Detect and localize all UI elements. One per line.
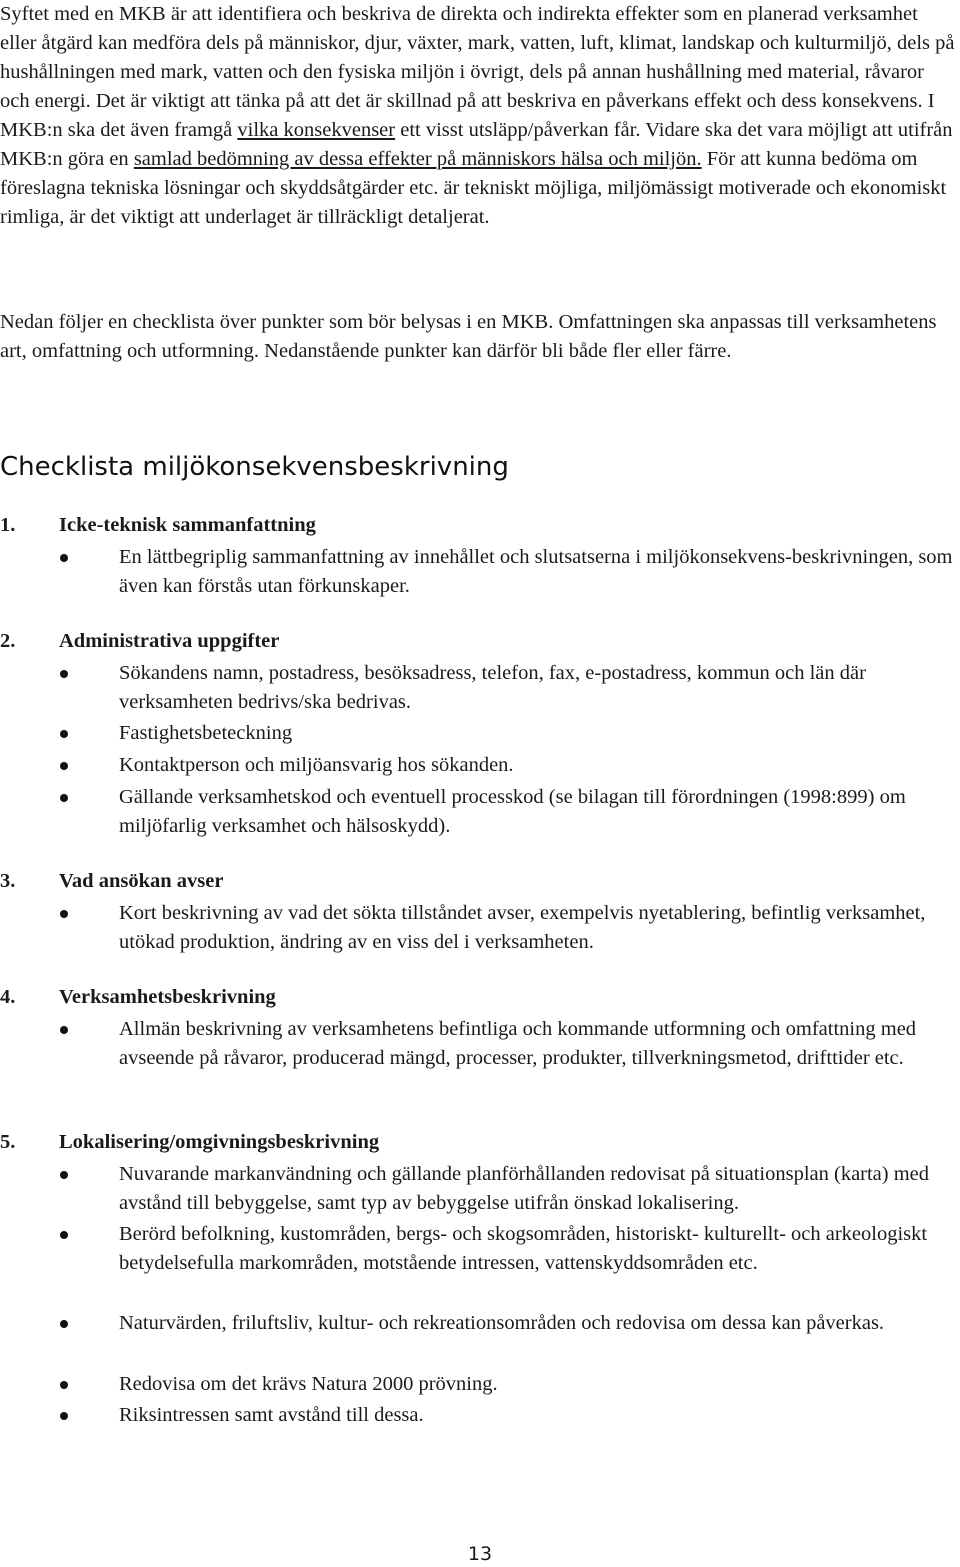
- item-text: Nuvarande markanvändning och gällande planförhållanden redovisat på situationsplan (karta) med avstånd till bebyggelse, samt typ av bebyggelse utifrån önskad lokalisering.: [119, 1163, 930, 1214]
- section-4-label: Verksamhetsbeskrivning: [59, 986, 276, 1008]
- section-4-number: 4.: [0, 986, 16, 1008]
- section-5-title: [0, 1128, 379, 1157]
- bullet-icon: [60, 1171, 68, 1179]
- intro-paragraph-2: Nedan följer en checklista över punkter som bör belysas i en MKB. Omfattningen ska anpassas till verksamhetens art, omfattning och utformning. Nedanstående punkter kan därför bli både fler eller färre.: [0, 311, 937, 362]
- section-2-number: 2.: [0, 630, 16, 652]
- section-1-number: 1.: [0, 514, 16, 536]
- intro-text-c: För att kunna bedöma om föreslagna tekniska lösningar och skyddsåtgärder etc. är tekniskt möjliga, miljömässigt motiverade och ekonomiskt rimliga, är det viktigt att underlaget är tillräckligt detaljerat.: [0, 148, 947, 228]
- section-4-title: [0, 983, 276, 1012]
- section-3-number: 3.: [0, 870, 16, 892]
- checklist-heading: Checklista miljökonsekvensbeskrivning: [0, 452, 509, 482]
- underlined-phrase-consequences: vilka konsekvenser: [237, 119, 396, 141]
- underlined-phrase-assessment: samlad bedömning av dessa effekter på människors hälsa och miljön.: [133, 148, 702, 170]
- item-text: Berörd befolkning, kustområden, bergs- och skogsområden, historiskt- kulturellt- och arkeologiskt betydelsefulla markområden, motstående intressen, vattenskyddsområden etc.: [119, 1223, 928, 1274]
- section-2-label: Administrativa uppgifter: [59, 630, 280, 652]
- bullet-icon: [60, 554, 68, 562]
- item-text: Kort beskrivning av vad det sökta tillståndet avser, exempelvis nyetablering, befintlig verksamhet, utökad produktion, ändring av en viss del i verksamheten.: [119, 902, 926, 953]
- item-text: Sökandens namn, postadress, besöksadress, telefon, fax, e-postadress, kommun och län där verksamheten bedrivs/ska bedrivas.: [119, 662, 866, 713]
- item-text: Gällande verksamhetskod och eventuell processkod (se bilagan till förordningen (1998:899) om miljöfarlig verksamhet och hälsoskydd).: [119, 786, 906, 837]
- intro-paragraph-1: [0, 0, 958, 232]
- item-text: Riksintressen samt avstånd till dessa.: [119, 1404, 424, 1426]
- section-2-title: [0, 627, 279, 656]
- item-text: Kontaktperson och miljöansvarig hos sökanden.: [119, 754, 514, 776]
- section-5-number: 5.: [0, 1131, 16, 1153]
- bullet-icon: [60, 730, 68, 738]
- section-1-label: Icke-teknisk sammanfattning: [59, 514, 316, 536]
- bullet-icon: [60, 794, 68, 802]
- bullet-icon: [60, 762, 68, 770]
- bullet-icon: [60, 1231, 68, 1239]
- bullet-icon: [60, 1026, 68, 1034]
- section-3-label: Vad ansökan avser: [59, 870, 224, 892]
- intro-text-b: ett visst utsläpp/påverkan får. Vidare ska det vara möjligt att utifrån MKB:n göra en: [0, 119, 953, 170]
- bullet-icon: [60, 670, 68, 678]
- section-3-title: [0, 867, 223, 896]
- item-text: En lättbegriplig sammanfattning av innehållet och slutsatserna i miljökonsekvens-beskrivningen, som även kan förstås utan förkunskaper.: [119, 546, 953, 597]
- bullet-icon: [60, 1381, 68, 1389]
- section-1-title: [0, 511, 316, 540]
- item-text: Naturvärden, friluftsliv, kultur- och rekreationsområden och redovisa om dessa kan påverkas.: [119, 1312, 885, 1334]
- intro-text-a: Syftet med en MKB är att identifiera och beskriva de direkta och indirekta effekter som en planerad verksamhet eller åtgärd kan medföra dels på människor, djur, växter, mark, vatten, luft, klimat, landskap och kulturmiljö, dels på hushållningen med mark, vatten och den fysiska miljön i övrigt, dels på annan hushållning med material, råvaror och energi. Det är viktigt att tänka på att det är skillnad på att beskriva en påverkans effekt och dess konsekvens. I MKB:n ska det även framgå: [0, 3, 955, 141]
- section-5-label: Lokalisering/omgivningsbeskrivning: [59, 1131, 380, 1153]
- bullet-icon: [60, 1320, 68, 1328]
- bullet-icon: [60, 1412, 68, 1420]
- page-number: 13: [467, 1543, 493, 1565]
- bullet-icon: [60, 910, 68, 918]
- item-text: Fastighetsbeteckning: [119, 722, 293, 744]
- item-text: Redovisa om det krävs Natura 2000 prövning.: [119, 1373, 498, 1395]
- item-text: Allmän beskrivning av verksamhetens befintliga och kommande utformning och omfattning med avseende på råvaror, producerad mängd, processer, produkter, tillverkningsmetod, drifttider etc.: [119, 1018, 917, 1069]
